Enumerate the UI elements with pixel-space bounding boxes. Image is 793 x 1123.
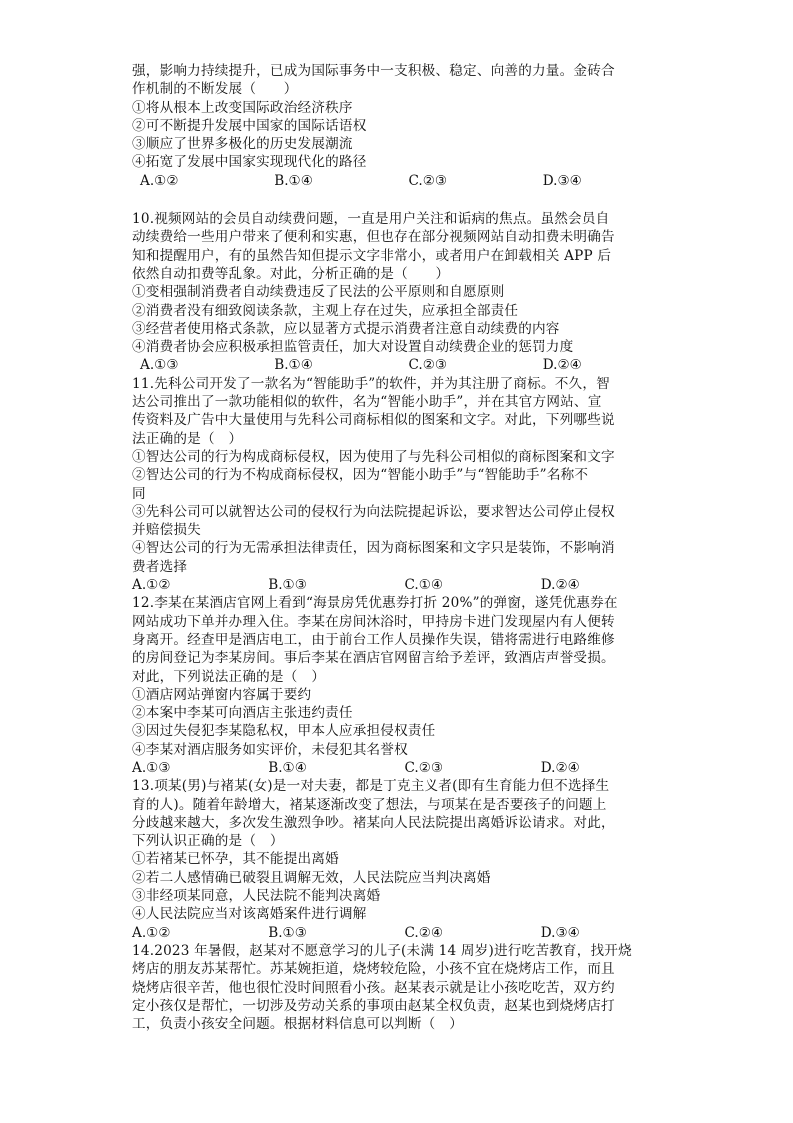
question-stem-line: 烤店的朋友苏某帮忙。苏某婉拒道，烧烤较危险，小孩不宜在烧烤店工作，而且 bbox=[132, 961, 615, 978]
option-b: B.①④ bbox=[274, 172, 313, 189]
statement-item: ④拓宽了发展中国家实现现代化的路径 bbox=[132, 154, 367, 171]
option-a: A.①② bbox=[132, 924, 171, 941]
answer-options bbox=[132, 576, 677, 594]
question-stem-line: 育的人)。随着年龄增大，褚某逐渐改变了想法，与项某在是否要孩子的问题上 bbox=[132, 796, 607, 813]
option-d: D.③④ bbox=[540, 924, 580, 941]
exam-page bbox=[132, 62, 677, 1033]
statement-item: ④人民法院应当对该离婚案件进行调解 bbox=[132, 906, 367, 923]
option-a: A.①③ bbox=[132, 759, 171, 776]
statement-item: ③先科公司可以就智达公司的侵权行为向法院提起诉讼，要求智达公司停止侵权 bbox=[132, 503, 615, 520]
statement-item: ②消费者没有细致阅读条款，主观上存在过失，应承担全部责任 bbox=[132, 302, 519, 319]
option-b: B.①③ bbox=[268, 924, 307, 941]
statement-item: ①酒店网站弹窗内容属于要约 bbox=[132, 686, 312, 703]
option-c: C.①④ bbox=[404, 577, 444, 594]
question-stem-line: 12.李某在某酒店官网上看到“海景房凭优惠券打折 20%”的弹窗，遂凭优惠券在 bbox=[132, 595, 618, 612]
question-stem-line: 达公司推出了一款功能相似的软件，名为“智能小助手”，并在其官方网站、宣 bbox=[132, 394, 602, 411]
option-b: B.①④ bbox=[268, 759, 307, 776]
statement-item: ④李某对酒店服务如实评价，未侵犯其名誉权 bbox=[132, 741, 408, 758]
statement-item: ③顺应了世界多极化的历史发展潮流 bbox=[132, 136, 353, 153]
statement-item: ③非经项某同意，人民法院不能判决离婚 bbox=[132, 888, 381, 905]
question-stem-line: 法正确的是（ ） bbox=[132, 430, 243, 447]
option-d: D.②④ bbox=[540, 577, 580, 594]
question-stem-line: 身离开。经查甲是酒店电工，由于前台工作人员操作失误，错将需进行电路维修 bbox=[132, 631, 615, 648]
question-13 bbox=[132, 777, 677, 942]
statement-item: 同 bbox=[132, 485, 146, 502]
question-stem-line: 网站成功下单并办理入住。李某在房间沐浴时，甲持房卡进门发现屋内有人便转 bbox=[132, 613, 615, 630]
statement-item: ④消费者协会应积极承担监管责任，加大对设置自动续费企业的惩罚力度 bbox=[132, 339, 574, 356]
question-stem-line: 14.2023 年暑假，赵某对不愿意学习的儿子(未满 14 周岁)进行吃苦教育，找开烧 bbox=[132, 942, 632, 959]
statement-item: ③经营者使用格式条款，应以显著方式提示消费者注意自动续费的内容 bbox=[132, 320, 560, 337]
statement-item: ①智达公司的行为构成商标侵权，因为使用了与先科公司相似的商标图案和文字 bbox=[132, 448, 615, 465]
statement-item: ④智达公司的行为无需承担法律责任，因为商标图案和文字只是装饰，不影响消 bbox=[132, 540, 615, 557]
option-c: C.②④ bbox=[404, 924, 444, 941]
option-a: A.①② bbox=[140, 172, 179, 189]
question-stem-line: 的房间登记为李某房间。事后李某在酒店官网留言给予差评，致酒店声誉受损。 bbox=[132, 650, 615, 667]
option-c: C.②③ bbox=[404, 759, 444, 776]
option-d: D.②④ bbox=[540, 759, 580, 776]
question-stem-line: 13.项某(男)与褚某(女)是一对夫妻，都是丁克主义者(即有生育能力但不选择生 bbox=[132, 778, 610, 795]
answer-options bbox=[132, 924, 677, 942]
question-stem-line: 作机制的不断发展（ ） bbox=[132, 81, 298, 98]
question-stem-line: 定小孩仅是帮忙，一切涉及劳动关系的事项由赵某全权负责，赵某也到烧烤店打 bbox=[132, 997, 615, 1014]
question-11 bbox=[132, 375, 677, 595]
statement-item: 费者选择 bbox=[132, 558, 188, 575]
question-stem-line: 动续费给一些用户带来了便利和实惠，但也存在部分视频网站自动扣费未明确告 bbox=[132, 229, 615, 246]
question-10 bbox=[132, 210, 677, 375]
question-stem-line: 强，影响力持续提升，已成为国际事务中一支积极、稳定、向善的力量。金砖合 bbox=[132, 63, 615, 79]
question-stem-line: 分歧越来越大，多次发生激烈争吵。褚某向人民法院提出离婚诉讼请求。对此， bbox=[132, 814, 615, 831]
option-d: D.②④ bbox=[542, 357, 582, 374]
answer-options bbox=[132, 172, 677, 190]
question-stem-line: 烧烤店很辛苦，他也很忙没时间照看小孩。赵某表示就是让小孩吃吃苦，双方约 bbox=[132, 979, 615, 996]
question-12 bbox=[132, 594, 677, 777]
statement-item: ②本案中李某可向酒店主张违约责任 bbox=[132, 705, 353, 722]
question-stem-line: 工，负责小孩安全问题。根据材料信息可以判断（ ） bbox=[132, 1016, 464, 1033]
statement-item: ①若褚某已怀孕，其不能提出离婚 bbox=[132, 851, 339, 868]
question-stem-line: 对此，下列说法正确的是（ ） bbox=[132, 668, 326, 685]
statement-item: ①将从根本上改变国际政治经济秩序 bbox=[132, 99, 353, 116]
question-9 bbox=[132, 62, 677, 190]
option-d: D.③④ bbox=[542, 172, 582, 189]
statement-item: ①变相强制消费者自动续费违反了民法的公平原则和自愿原则 bbox=[132, 284, 505, 301]
option-b: B.①③ bbox=[268, 577, 307, 594]
question-14 bbox=[132, 942, 677, 1033]
option-c: C.②③ bbox=[408, 357, 448, 374]
statement-item: 并赔偿损失 bbox=[132, 522, 201, 539]
question-stem-line: 10.视频网站的会员自动续费问题，一直是用户关注和诟病的焦点。虽然会员自 bbox=[132, 211, 610, 228]
answer-options bbox=[132, 759, 677, 777]
statement-item: ②智达公司的行为不构成商标侵权，因为“智能小助手”与“智能助手”名称不 bbox=[132, 467, 589, 484]
statement-item: ②可不断提升发展中国家的国际话语权 bbox=[132, 117, 367, 134]
option-c: C.②③ bbox=[408, 172, 448, 189]
option-b: B.①④ bbox=[274, 357, 313, 374]
statement-item: ②若二人感情确已破裂且调解无效，人民法院应当判决离婚 bbox=[132, 869, 491, 886]
question-stem-line: 下列认识正确的是（ ） bbox=[132, 833, 284, 850]
option-a: A.①③ bbox=[140, 357, 179, 374]
statement-item: ③因过失侵犯李某隐私权，甲本人应承担侵权责任 bbox=[132, 723, 436, 740]
question-stem-line: 知和提醒用户，有的虽然告知但提示文字非常小，或者用户在卸载相关 APP 后 bbox=[132, 247, 612, 264]
option-a: A.①② bbox=[132, 577, 171, 594]
answer-options bbox=[132, 356, 677, 374]
question-stem-line: 传资料及广告中大量使用与先科公司商标相似的图案和文字。对此，下列哪些说 bbox=[132, 412, 615, 429]
question-stem-line: 11.先科公司开发了一款名为“智能助手”的软件，并为其注册了商标。不久，智 bbox=[132, 375, 610, 392]
question-stem-line: 依然自动扣费等乱象。对此，分析正确的是（ ） bbox=[132, 265, 450, 282]
